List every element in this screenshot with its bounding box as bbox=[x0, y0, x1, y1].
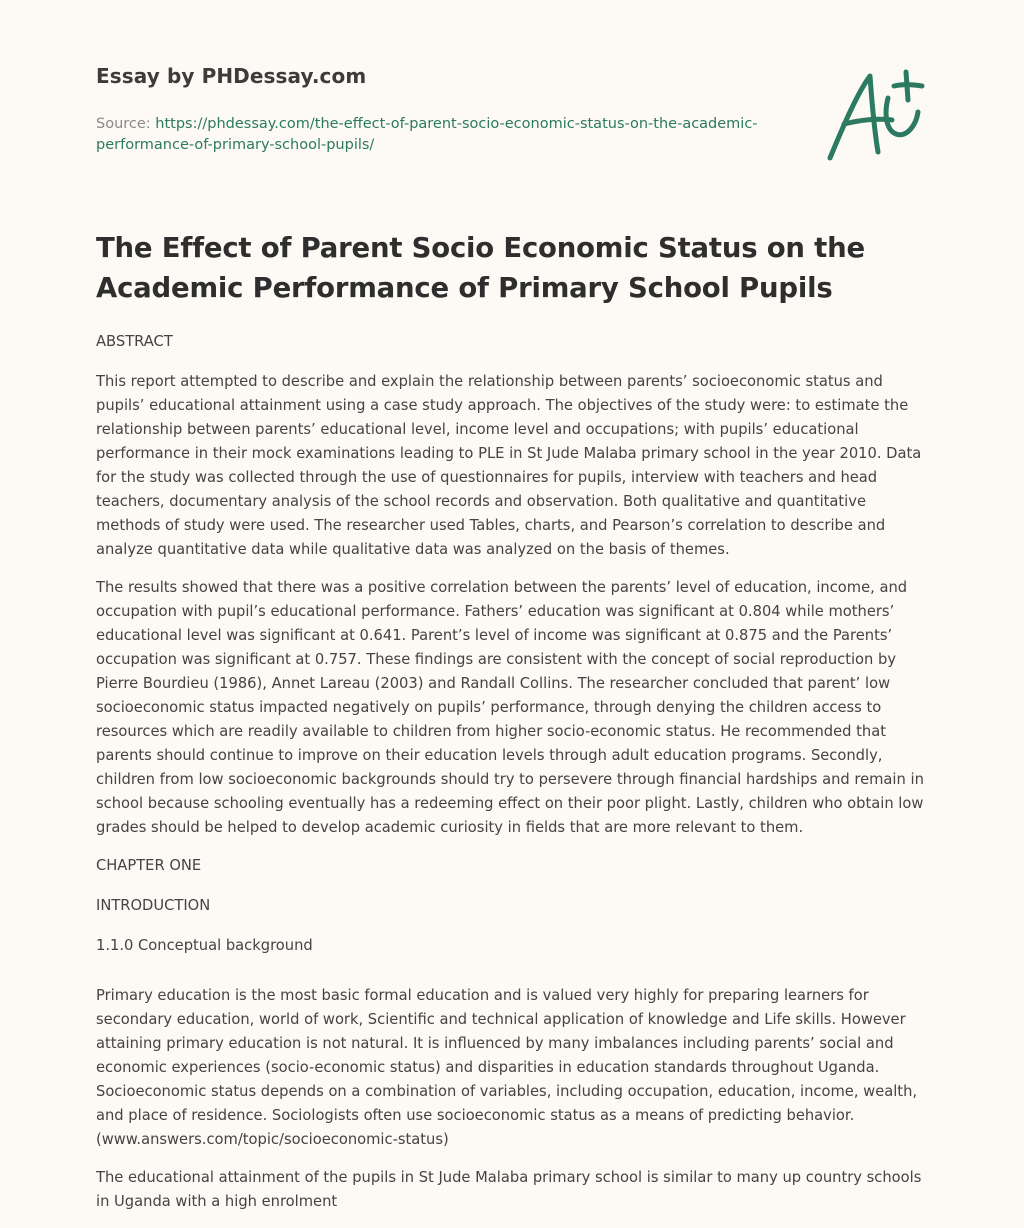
introduction-heading: INTRODUCTION bbox=[96, 897, 211, 914]
body-paragraph-2: The educational attainment of the pupils in St Jude Malaba primary school is similar to many up country schools in Uganda with a high enrolment bbox=[96, 1169, 922, 1210]
site-brand[interactable]: Essay by PHDessay.com bbox=[96, 64, 367, 88]
source-label: Source: bbox=[96, 116, 156, 132]
source-link[interactable]: https://phdessay.com/the-effect-of-parent-socio-economic-status-on-the-academic-performance-of-primary-school-pupils/ bbox=[96, 116, 758, 153]
source-line bbox=[96, 114, 776, 156]
section-heading: 1.1.0 Conceptual background bbox=[96, 937, 313, 954]
a-plus-grade-logo-icon bbox=[822, 64, 932, 164]
body-paragraph-1: Primary education is the most basic formal education and is valued very highly for preparing learners for secondary education, world of work, Scientific and technical application of knowledge and Life skills. However attaining primary education is not natural. It is influenced by many imbalances including parents’ social and economic experiences (socio-economic status) and disparities in education standards throughout Uganda. Socioeconomic status depends on a combination of variables, including occupation, education, income, wealth, and place of residence. Sociologists often use socioeconomic status as a means of predicting behavior. (www.answers.com/topic/socioeconomic-status) bbox=[96, 987, 918, 1148]
article-title: The Effect of Parent Socio Economic Status on the Academic Performance of Primary School Pupils bbox=[96, 232, 865, 304]
abstract-heading: ABSTRACT bbox=[96, 333, 173, 350]
chapter-heading: CHAPTER ONE bbox=[96, 857, 202, 874]
abstract-paragraph-2: The results showed that there was a positive correlation between the parents’ level of education, income, and occupation with pupil’s educational performance. Fathers’ education was significant at 0.804 while mothers’ educational level was significant at 0.641. Parent’s level of income was significant at 0.875 and the Parents’ occupation was significant at 0.757. These findings are consistent with the concept of social reproduction by Pierre Bourdieu (1986), Annet Lareau (2003) and Randall Collins. The researcher concluded that parent’ low socioeconomic status impacted negatively on pupils’ performance, through denying the children access to resources which are readily available to children from higher socio-economic status. He recommended that parents should continue to improve on their education levels through adult education programs. Secondly, children from low socioeconomic backgrounds should try to persevere through financial hardships and remain in school because schooling eventually has a redeeming effect on their poor plight. Lastly, children who obtain low grades should be helped to develop academic curiosity in fields that are more relevant to them. bbox=[96, 579, 924, 836]
page-header bbox=[96, 64, 776, 156]
article-body bbox=[96, 228, 926, 1228]
abstract-paragraph-1: This report attempted to describe and explain the relationship between parents’ socioeconomic status and pupils’ educational attainment using a case study approach. The objectives of the study were: to estimate the relationship between parents’ educational level, income level and occupations; with pupils’ educational performance in their mock examinations leading to PLE in St Jude Malaba primary school in the year 2010. Data for the study was collected through the use of questionnaires for pupils, interview with teachers and head teachers, documentary analysis of the school records and observation. Both qualitative and quantitative methods of study were used. The researcher used Tables, charts, and Pearson’s correlation to describe and analyze quantitative data while qualitative data was analyzed on the basis of themes. bbox=[96, 373, 922, 558]
